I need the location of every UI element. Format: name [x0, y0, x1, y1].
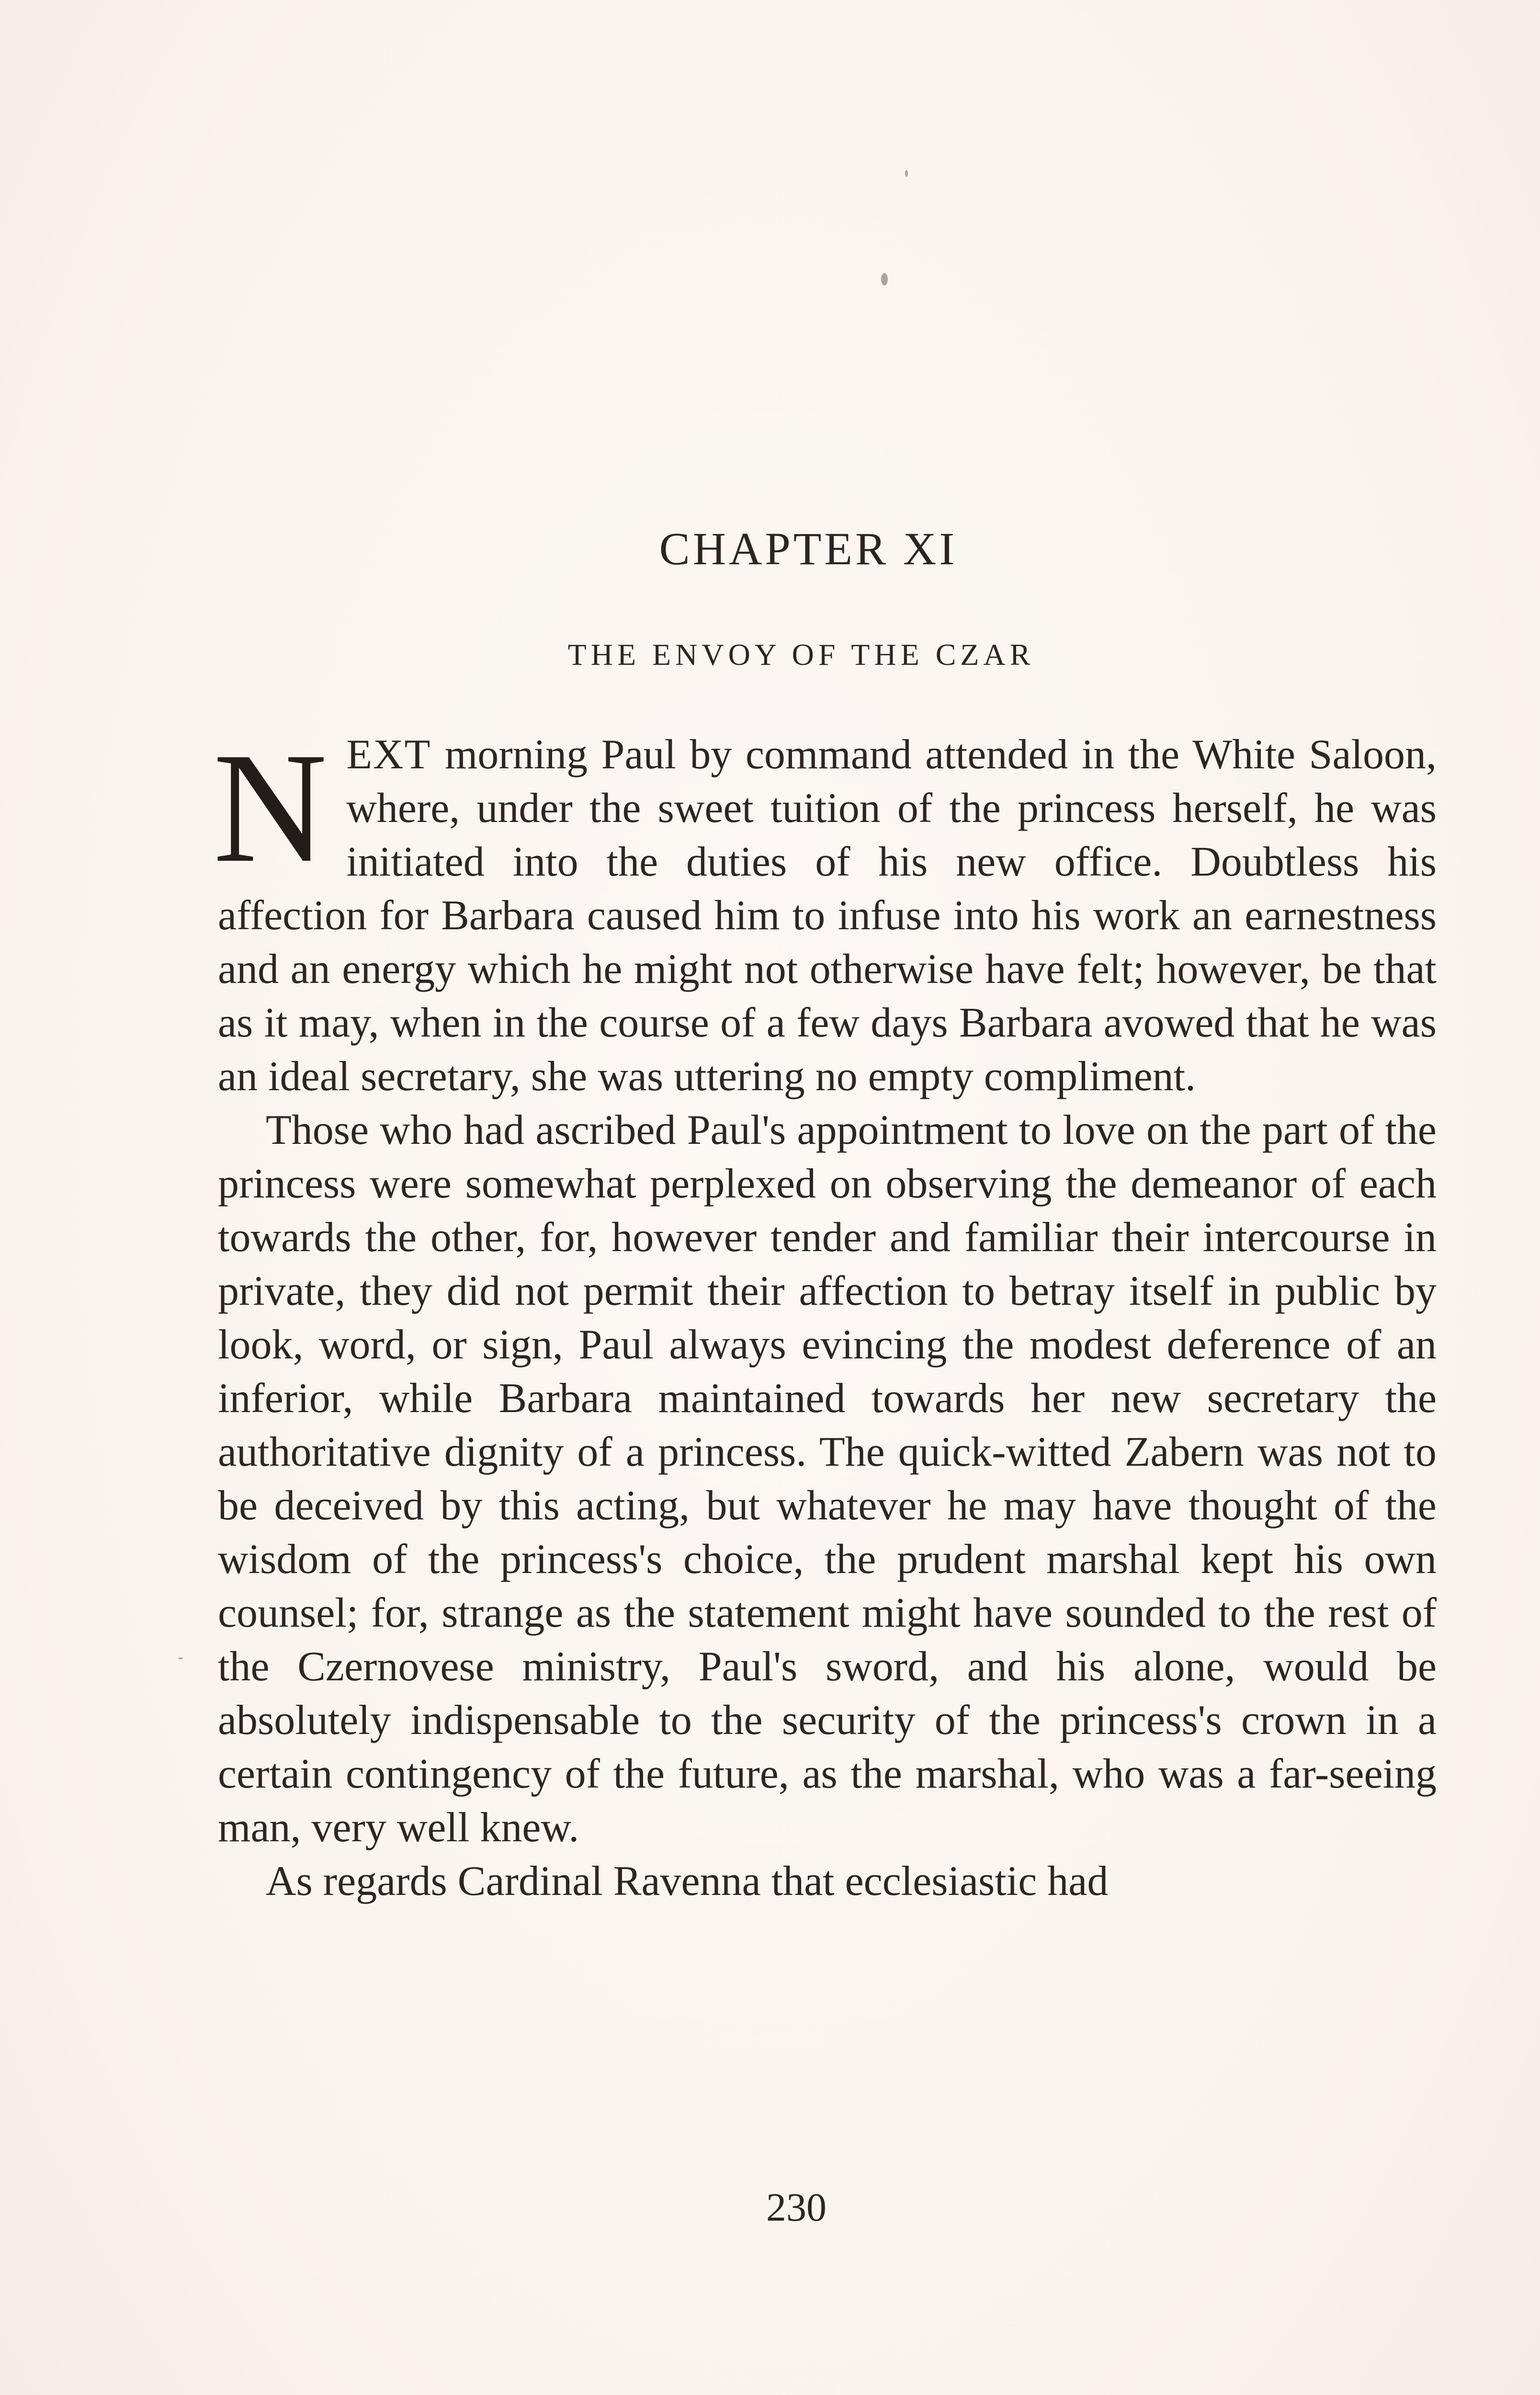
print-speck: [178, 1657, 183, 1659]
lead-caps: EXT: [346, 731, 431, 778]
print-speck: [905, 170, 908, 177]
paragraph-3: As regards Cardinal Ravenna that ecclesiastic had: [266, 1858, 1109, 1905]
paragraph-2: Those who had ascribed Paul's appointment to love on the part of the princess were somewhat perplexed on observing the demeanor of each towards the other, for, however tender and familiar their intercourse in private, they did not permit their affection to betray itself in public by look, word, or sign, Paul always evincing the modest deference of an inferior, while Barbara maintained towards her new secretary the authoritative dignity of a princess. The quick-witted Zabern was not to be deceived by this acting, but whatever he may have thought of the wisdom of the princess's choice, the prudent marshal kept his own counsel; for, strange as the statement might have sounded to the rest of the Czernovese ministry, Paul's sword, and his alone, would be absolutely indispensable to the security of the princess's crown in a certain contingency of the future, as the marshal, who was a far-seeing man, very well knew.: [218, 1107, 1437, 1851]
print-speck: [881, 273, 888, 285]
chapter-title: THE ENVOY OF THE CZAR: [567, 638, 1035, 672]
paragraph-1-text: morning Paul by command attended in the White Saloon, where, under the sweet tuition of the princess herself, he was initiated into the duties of his new office. Doubtless his affection for Barbara caused him to infuse into his work an earnestness and an energy which he might not otherwise have felt; however, be that as it may, when in the course of a few days Barbara avowed that he was an ideal secretary, she was uttering no empty compliment.: [218, 731, 1437, 1100]
paragraph-1: [213, 720, 1437, 1104]
drop-cap: N: [213, 720, 328, 895]
chapter-body: [213, 720, 1437, 1908]
chapter-number: CHAPTER XI: [659, 523, 958, 574]
page-number: 230: [766, 2185, 827, 2230]
